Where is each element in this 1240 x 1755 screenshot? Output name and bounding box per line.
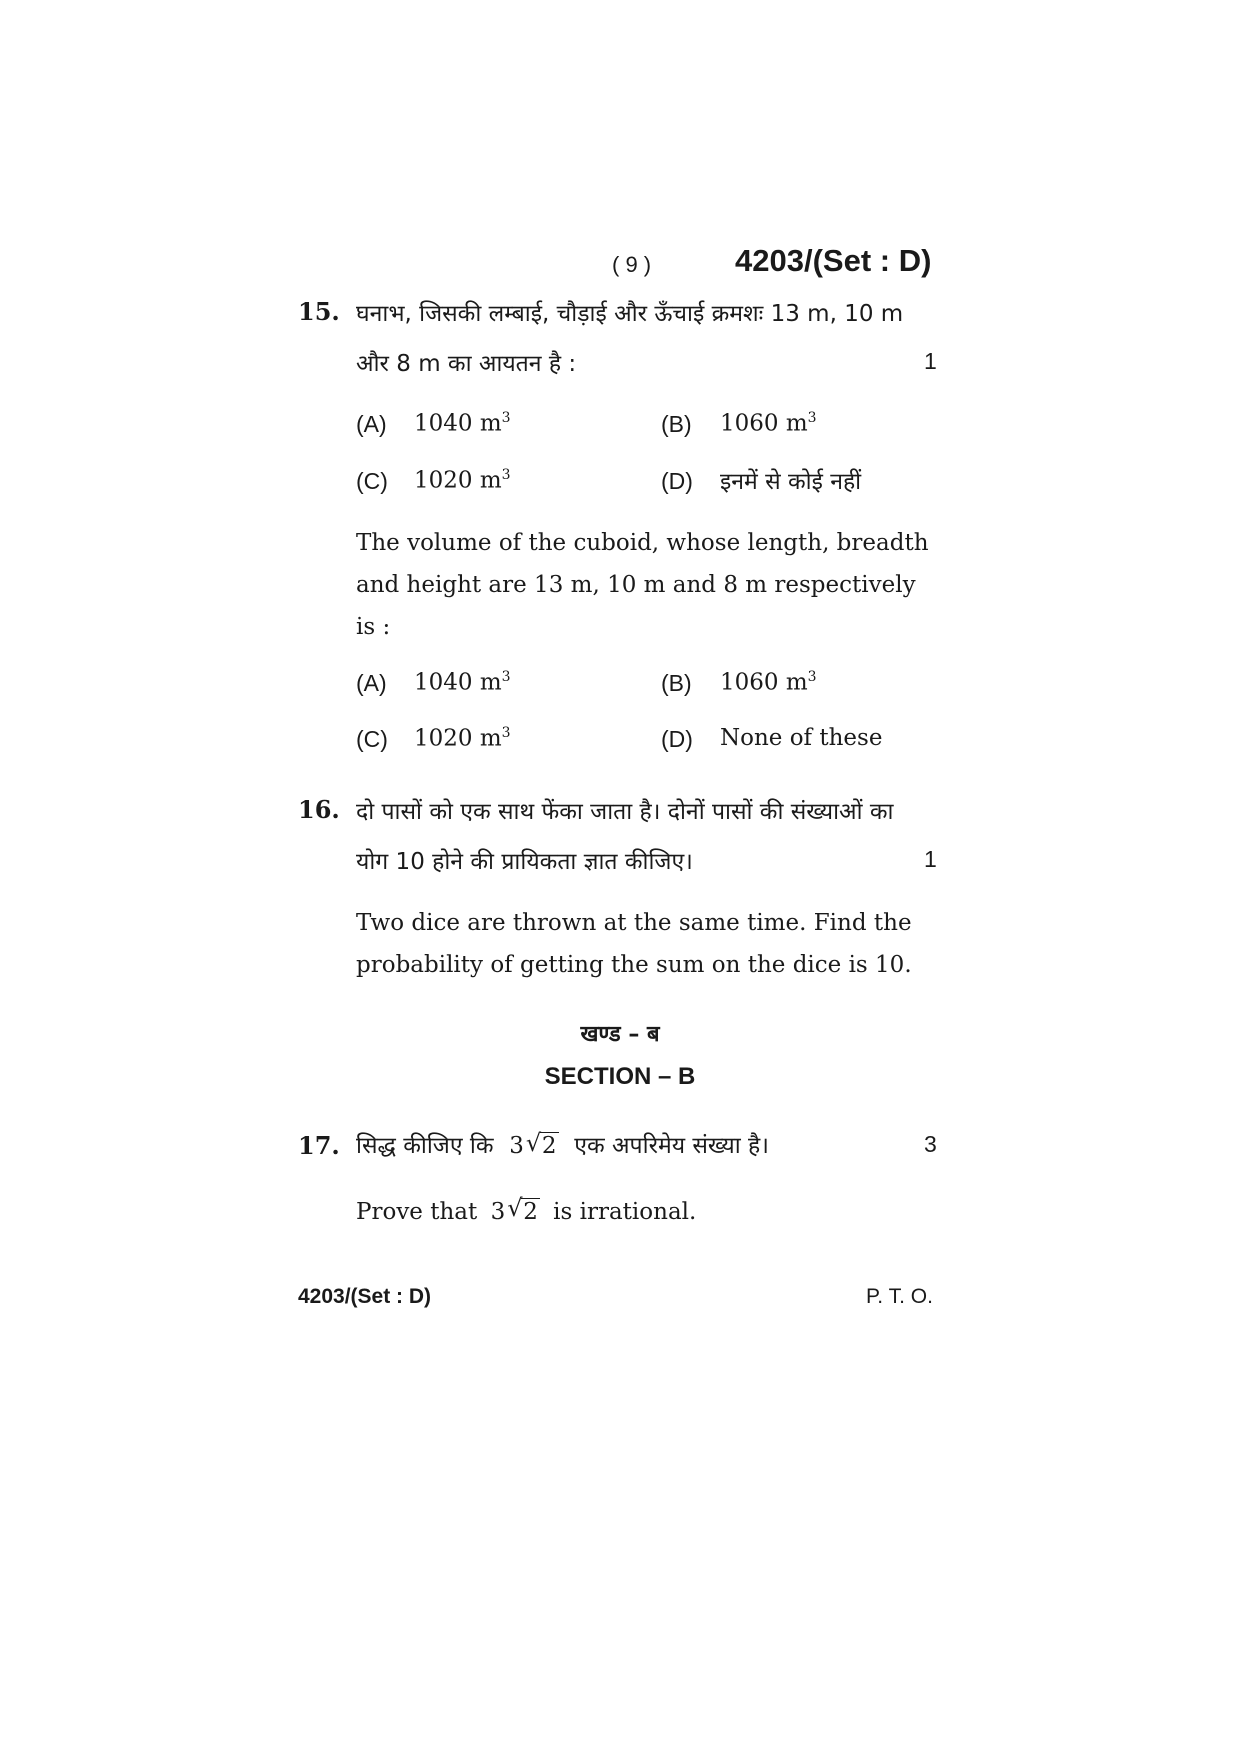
option-letter-b: (B) [661, 411, 692, 437]
question-number: 15. [298, 297, 340, 326]
page-number: ( 9 ) [612, 252, 652, 277]
section-heading-hindi: खण्ड – ब [580, 1022, 660, 1047]
option-letter-c: (C) [356, 468, 388, 494]
question-text-hindi: सिद्ध कीजिए कि 3 √ 2 एक अपरिमेय संख्या है। [356, 1129, 769, 1159]
option-value-a: 1040 $m^3$ [414, 410, 511, 437]
option-value-d: None of these [720, 725, 883, 751]
question-text-hindi-line1: घनाभ, जिसकी लम्बाई, चौड़ाई और ऊँचाई क्रमशः 13 m, 10 m [356, 301, 904, 327]
option-value-c: 1020 $m^3$ [414, 467, 511, 494]
marks: 1 [924, 348, 937, 374]
option-letter-c: (C) [356, 726, 388, 752]
option-letter-d: (D) [661, 726, 693, 752]
marks: 3 [924, 1131, 937, 1157]
question-text-english-line3: is : [356, 614, 391, 640]
option-letter-a: (A) [356, 411, 387, 437]
section-heading-english: SECTION – B [544, 1063, 696, 1090]
question-text-english: Prove that 3 √ 2 is irrational. [356, 1191, 696, 1233]
option-value-b: 1060 $m^3$ [720, 669, 817, 696]
question-text-hindi-line2: और 8 m का आयतन है : [356, 351, 577, 377]
math-expression: 3 √ 2 [491, 1199, 540, 1225]
math-expression: 3 √ 2 [509, 1129, 557, 1159]
option-letter-b: (B) [661, 670, 692, 696]
question-text-hindi-line2: योग 10 होने की प्रायिकता ज्ञात कीजिए। [356, 849, 693, 875]
square-root-symbol: √ 2 [525, 1129, 557, 1159]
option-value-c: 1020 $m^3$ [414, 725, 511, 752]
question-text-english-line1: Two dice are thrown at the same time. Find the [356, 910, 912, 936]
question-number: 17. [298, 1131, 340, 1160]
option-value-a: 1040 $m^3$ [414, 669, 511, 696]
option-letter-a: (A) [356, 670, 387, 696]
question-text-english-line2: probability of getting the sum on the dice is 10. [356, 952, 912, 978]
option-letter-d: (D) [661, 468, 693, 494]
question-text-hindi-line1: दो पासों को एक साथ फेंका जाता है। दोनों पासों की संख्याओं का [356, 799, 894, 825]
question-number: 16. [298, 795, 340, 824]
question-text-english-line2: and height are 13 m, 10 m and 8 m respectively [356, 572, 916, 598]
option-value-d: इनमें से कोई नहीं [720, 469, 862, 495]
option-value-b: 1060 $m^3$ [720, 410, 817, 437]
footer-set-code: 4203/(Set : D) [298, 1285, 432, 1308]
question-text-english-line1: The volume of the cuboid, whose length, breadth [356, 530, 929, 556]
square-root-symbol: √ 2 [507, 1194, 538, 1225]
footer-pto: P. T. O. [866, 1285, 933, 1308]
set-code-header: 4203/(Set : D) [735, 243, 932, 278]
marks: 1 [924, 846, 937, 872]
